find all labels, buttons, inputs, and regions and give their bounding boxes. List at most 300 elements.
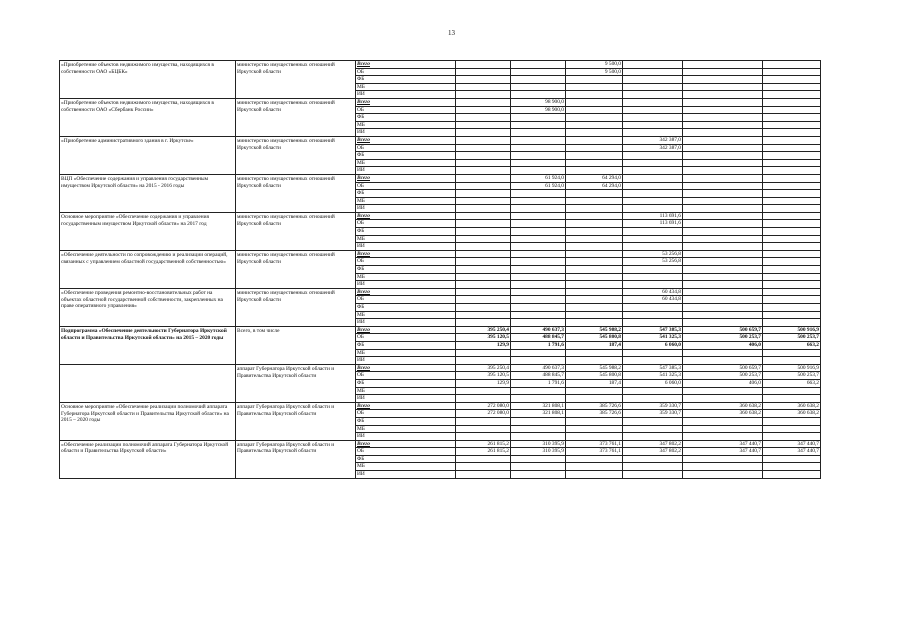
funding-source: ИИ xyxy=(356,205,456,213)
amount-cell xyxy=(683,106,763,114)
amount-cell xyxy=(456,106,511,114)
funding-source: ИИ xyxy=(356,319,456,327)
amount-cell xyxy=(511,266,566,274)
amount-cell xyxy=(566,228,623,236)
amount-cell: 547 385,3 xyxy=(623,326,683,334)
amount-cell xyxy=(511,83,566,91)
amount-cell xyxy=(511,220,566,228)
funding-source: ФБ xyxy=(356,152,456,160)
amount-cell xyxy=(683,228,763,236)
program-description: Подпрограмма «Обеспечение деятельности Губернатора Иркутской области и Правительства Иркутской области» на 2015 – 2020 годы xyxy=(60,326,236,364)
amount-cell xyxy=(566,395,623,403)
amount-cell xyxy=(456,266,511,274)
funding-source: МБ xyxy=(356,83,456,91)
amount-cell xyxy=(566,304,623,312)
amount-cell xyxy=(566,288,623,296)
amount-cell xyxy=(763,425,821,433)
amount-cell: 261 815,2 xyxy=(456,448,511,456)
funding-source: Всего xyxy=(356,174,456,182)
funding-source: ОБ xyxy=(356,220,456,228)
funding-source: ОБ xyxy=(356,182,456,190)
amount-cell: 321 808,1 xyxy=(511,410,566,418)
amount-cell xyxy=(623,167,683,175)
funding-source: ИИ xyxy=(356,129,456,137)
amount-cell: 395 250,4 xyxy=(456,364,511,372)
funding-source: ФБ xyxy=(356,76,456,84)
amount-cell xyxy=(763,243,821,251)
amount-cell: 113 691,6 xyxy=(623,212,683,220)
responsible-executor: министерство имущественных отношений Иркутской области xyxy=(236,250,356,288)
amount-cell xyxy=(566,349,623,357)
amount-cell: 406,0 xyxy=(683,341,763,349)
amount-cell xyxy=(456,182,511,190)
funding-source: ФБ xyxy=(356,304,456,312)
amount-cell xyxy=(623,304,683,312)
table-row xyxy=(60,250,821,258)
responsible-executor: министерство имущественных отношений Иркутской области xyxy=(236,174,356,212)
funding-source: ОБ xyxy=(356,448,456,456)
amount-cell xyxy=(763,417,821,425)
amount-cell xyxy=(683,273,763,281)
amount-cell xyxy=(566,121,623,129)
program-description: Основное мероприятие «Обеспечение содержания и управления государственным имуществом Иркутской области» на 2017 год xyxy=(60,212,236,250)
amount-cell xyxy=(623,395,683,403)
amount-cell xyxy=(566,129,623,137)
amount-cell: 373 761,1 xyxy=(566,440,623,448)
funding-source: МБ xyxy=(356,197,456,205)
funding-source: ОБ xyxy=(356,296,456,304)
amount-cell xyxy=(683,174,763,182)
amount-cell: 385 726,6 xyxy=(566,402,623,410)
amount-cell: 310 395,9 xyxy=(511,440,566,448)
table-row xyxy=(60,402,821,410)
amount-cell xyxy=(566,212,623,220)
amount-cell xyxy=(511,319,566,327)
amount-cell xyxy=(456,152,511,160)
amount-cell: 360 638,2 xyxy=(763,410,821,418)
amount-cell xyxy=(683,144,763,152)
budget-table-body xyxy=(60,61,821,479)
amount-cell xyxy=(623,83,683,91)
amount-cell xyxy=(623,182,683,190)
funding-source: ФБ xyxy=(356,114,456,122)
budget-table xyxy=(59,60,821,479)
amount-cell xyxy=(683,235,763,243)
table-row xyxy=(60,98,821,106)
amount-cell xyxy=(763,455,821,463)
amount-cell xyxy=(456,121,511,129)
table-row xyxy=(60,174,821,182)
amount-cell xyxy=(623,152,683,160)
amount-cell xyxy=(511,152,566,160)
amount-cell xyxy=(566,235,623,243)
amount-cell: 53 256,8 xyxy=(623,250,683,258)
funding-source: Всего xyxy=(356,250,456,258)
amount-cell xyxy=(683,455,763,463)
amount-cell xyxy=(456,258,511,266)
amount-cell: 261 815,2 xyxy=(456,440,511,448)
amount-cell xyxy=(683,76,763,84)
amount-cell xyxy=(566,106,623,114)
amount-cell xyxy=(623,159,683,167)
funding-source: МБ xyxy=(356,311,456,319)
responsible-executor: министерство имущественных отношений Иркутской области xyxy=(236,98,356,136)
amount-cell xyxy=(566,266,623,274)
amount-cell xyxy=(511,243,566,251)
funding-source: ОБ xyxy=(356,372,456,380)
amount-cell xyxy=(683,266,763,274)
amount-cell: 310 395,9 xyxy=(511,448,566,456)
amount-cell xyxy=(763,136,821,144)
amount-cell xyxy=(683,129,763,137)
amount-cell: 488 845,7 xyxy=(511,334,566,342)
amount-cell xyxy=(456,349,511,357)
amount-cell xyxy=(566,417,623,425)
amount-cell xyxy=(511,258,566,266)
amount-cell: 541 325,3 xyxy=(623,334,683,342)
funding-source: ИИ xyxy=(356,357,456,365)
amount-cell xyxy=(456,288,511,296)
amount-cell xyxy=(763,152,821,160)
amount-cell xyxy=(683,433,763,441)
amount-cell xyxy=(623,106,683,114)
amount-cell xyxy=(511,296,566,304)
amount-cell xyxy=(566,273,623,281)
amount-cell xyxy=(456,235,511,243)
amount-cell: 98 900,0 xyxy=(511,98,566,106)
funding-source: ФБ xyxy=(356,341,456,349)
amount-cell xyxy=(511,471,566,479)
amount-cell xyxy=(683,205,763,213)
amount-cell xyxy=(683,83,763,91)
amount-cell xyxy=(566,243,623,251)
amount-cell: 500 916,9 xyxy=(763,326,821,334)
amount-cell xyxy=(763,357,821,365)
amount-cell xyxy=(511,68,566,76)
amount-cell xyxy=(511,61,566,69)
amount-cell xyxy=(456,83,511,91)
responsible-executor: министерство имущественных отношений Иркутской области xyxy=(236,288,356,326)
amount-cell xyxy=(456,296,511,304)
amount-cell xyxy=(763,395,821,403)
amount-cell xyxy=(763,235,821,243)
page-number: 13 xyxy=(448,29,455,37)
amount-cell xyxy=(623,114,683,122)
amount-cell xyxy=(763,228,821,236)
amount-cell xyxy=(511,463,566,471)
amount-cell: 347 802,2 xyxy=(623,440,683,448)
amount-cell xyxy=(456,212,511,220)
amount-cell xyxy=(623,68,683,76)
amount-cell xyxy=(511,250,566,258)
amount-cell xyxy=(623,281,683,289)
funding-source: Всего xyxy=(356,326,456,334)
amount-cell xyxy=(763,174,821,182)
table-row xyxy=(60,61,821,69)
funding-source: МБ xyxy=(356,387,456,395)
amount-cell xyxy=(566,114,623,122)
program-description xyxy=(60,364,236,402)
amount-cell xyxy=(763,266,821,274)
amount-cell xyxy=(511,197,566,205)
amount-cell xyxy=(566,83,623,91)
amount-cell xyxy=(763,288,821,296)
funding-source: МБ xyxy=(356,463,456,471)
table-row xyxy=(60,212,821,220)
amount-cell: 500 659,7 xyxy=(683,364,763,372)
amount-cell xyxy=(683,98,763,106)
amount-cell xyxy=(683,395,763,403)
amount-cell: 373 761,1 xyxy=(566,448,623,456)
amount-cell xyxy=(456,387,511,395)
amount-cell: 500 916,9 xyxy=(763,364,821,372)
amount-cell: 360 638,2 xyxy=(683,402,763,410)
amount-cell: 321 808,1 xyxy=(511,402,566,410)
amount-cell xyxy=(623,129,683,137)
amount-cell: 385 726,6 xyxy=(566,410,623,418)
amount-cell xyxy=(763,68,821,76)
responsible-executor: министерство имущественных отношений Иркутской области xyxy=(236,212,356,250)
amount-cell xyxy=(683,243,763,251)
amount-cell xyxy=(511,129,566,137)
amount-cell: 61 924,0 xyxy=(511,174,566,182)
amount-cell: 663,2 xyxy=(763,341,821,349)
amount-cell xyxy=(511,91,566,99)
funding-source: ИИ xyxy=(356,395,456,403)
funding-source: ОБ xyxy=(356,258,456,266)
amount-cell xyxy=(623,91,683,99)
amount-cell xyxy=(566,220,623,228)
amount-cell xyxy=(566,258,623,266)
amount-cell xyxy=(683,357,763,365)
amount-cell xyxy=(683,182,763,190)
amount-cell: 113 691,6 xyxy=(623,220,683,228)
amount-cell xyxy=(623,174,683,182)
amount-cell xyxy=(511,304,566,312)
amount-cell xyxy=(683,349,763,357)
amount-cell xyxy=(763,319,821,327)
amount-cell xyxy=(683,121,763,129)
amount-cell xyxy=(763,91,821,99)
amount-cell xyxy=(566,190,623,198)
amount-cell xyxy=(456,136,511,144)
amount-cell: 1 791,6 xyxy=(511,341,566,349)
amount-cell xyxy=(763,311,821,319)
amount-cell xyxy=(763,98,821,106)
amount-cell: 61 924,0 xyxy=(511,182,566,190)
amount-cell: 342 387,0 xyxy=(623,136,683,144)
amount-cell xyxy=(456,250,511,258)
amount-cell: 9 500,0 xyxy=(566,61,623,69)
amount-cell xyxy=(456,129,511,137)
amount-cell xyxy=(683,463,763,471)
funding-source: ИИ xyxy=(356,281,456,289)
amount-cell xyxy=(623,273,683,281)
responsible-executor: аппарат Губернатора Иркутской области и Правительства Иркутской области xyxy=(236,364,356,402)
amount-cell xyxy=(763,250,821,258)
amount-cell xyxy=(511,455,566,463)
amount-cell xyxy=(763,182,821,190)
funding-source: Всего xyxy=(356,288,456,296)
funding-source: ОБ xyxy=(356,334,456,342)
amount-cell xyxy=(623,455,683,463)
amount-cell: 60 434,8 xyxy=(623,296,683,304)
funding-source: Всего xyxy=(356,402,456,410)
funding-source: ОБ xyxy=(356,410,456,418)
program-description: «Обеспечение деятельности по сопровождению и реализации операций, связанных с управлением областной государственной собственностью» xyxy=(60,250,236,288)
amount-cell xyxy=(683,167,763,175)
amount-cell xyxy=(456,417,511,425)
amount-cell xyxy=(683,387,763,395)
amount-cell xyxy=(456,61,511,69)
amount-cell: 500 253,7 xyxy=(763,372,821,380)
amount-cell xyxy=(683,319,763,327)
amount-cell: 488 845,7 xyxy=(511,372,566,380)
amount-cell: 347 440,7 xyxy=(683,440,763,448)
amount-cell xyxy=(623,98,683,106)
amount-cell xyxy=(763,190,821,198)
amount-cell xyxy=(511,395,566,403)
amount-cell xyxy=(511,114,566,122)
amount-cell xyxy=(763,114,821,122)
amount-cell xyxy=(511,212,566,220)
amount-cell: 500 253,7 xyxy=(683,334,763,342)
amount-cell xyxy=(763,205,821,213)
amount-cell: 360 638,2 xyxy=(763,402,821,410)
responsible-executor: Всего, в том числе xyxy=(236,326,356,364)
amount-cell: 541 325,3 xyxy=(623,372,683,380)
amount-cell xyxy=(566,455,623,463)
amount-cell xyxy=(511,136,566,144)
amount-cell xyxy=(566,433,623,441)
amount-cell xyxy=(763,349,821,357)
amount-cell xyxy=(623,61,683,69)
amount-cell xyxy=(623,433,683,441)
amount-cell xyxy=(683,471,763,479)
amount-cell xyxy=(683,197,763,205)
amount-cell xyxy=(456,144,511,152)
amount-cell xyxy=(623,425,683,433)
amount-cell: 500 659,7 xyxy=(683,326,763,334)
funding-source: ИИ xyxy=(356,471,456,479)
program-description: «Приобретение административного здания в г. Иркутске» xyxy=(60,136,236,174)
amount-cell xyxy=(511,281,566,289)
amount-cell xyxy=(511,159,566,167)
amount-cell xyxy=(683,114,763,122)
amount-cell xyxy=(511,357,566,365)
funding-source: ФБ xyxy=(356,455,456,463)
amount-cell xyxy=(683,61,763,69)
amount-cell: 187,4 xyxy=(566,379,623,387)
table-row xyxy=(60,288,821,296)
amount-cell xyxy=(763,159,821,167)
responsible-executor: аппарат Губернатора Иркутской области и Правительства Иркутской области xyxy=(236,440,356,478)
amount-cell xyxy=(511,425,566,433)
responsible-executor: министерство имущественных отношений Иркутской области xyxy=(236,136,356,174)
amount-cell xyxy=(456,91,511,99)
amount-cell xyxy=(683,220,763,228)
amount-cell: 272 080,0 xyxy=(456,402,511,410)
amount-cell: 500 253,7 xyxy=(763,334,821,342)
amount-cell xyxy=(566,76,623,84)
amount-cell xyxy=(511,121,566,129)
amount-cell xyxy=(511,167,566,175)
amount-cell: 545 988,2 xyxy=(566,326,623,334)
funding-source: МБ xyxy=(356,349,456,357)
amount-cell xyxy=(566,296,623,304)
funding-source: МБ xyxy=(356,121,456,129)
amount-cell xyxy=(456,68,511,76)
amount-cell xyxy=(623,197,683,205)
amount-cell xyxy=(566,205,623,213)
amount-cell: 6 060,0 xyxy=(623,341,683,349)
amount-cell xyxy=(763,463,821,471)
amount-cell xyxy=(566,167,623,175)
amount-cell xyxy=(456,114,511,122)
amount-cell xyxy=(623,311,683,319)
amount-cell xyxy=(511,228,566,236)
amount-cell: 360 638,2 xyxy=(683,410,763,418)
amount-cell xyxy=(763,83,821,91)
amount-cell xyxy=(763,296,821,304)
funding-source: Всего xyxy=(356,98,456,106)
amount-cell xyxy=(623,357,683,365)
amount-cell xyxy=(763,167,821,175)
amount-cell xyxy=(456,311,511,319)
amount-cell xyxy=(511,76,566,84)
amount-cell: 129,9 xyxy=(456,379,511,387)
amount-cell xyxy=(763,273,821,281)
amount-cell xyxy=(456,471,511,479)
amount-cell xyxy=(683,250,763,258)
amount-cell xyxy=(511,433,566,441)
amount-cell xyxy=(566,159,623,167)
amount-cell xyxy=(623,463,683,471)
table-row xyxy=(60,326,821,334)
funding-source: ФБ xyxy=(356,190,456,198)
amount-cell xyxy=(566,357,623,365)
amount-cell xyxy=(511,349,566,357)
amount-cell xyxy=(456,197,511,205)
amount-cell xyxy=(763,258,821,266)
amount-cell xyxy=(511,311,566,319)
funding-source: ИИ xyxy=(356,243,456,251)
amount-cell xyxy=(456,463,511,471)
amount-cell xyxy=(683,190,763,198)
amount-cell: 64 294,0 xyxy=(566,182,623,190)
funding-source: ФБ xyxy=(356,379,456,387)
amount-cell xyxy=(456,98,511,106)
amount-cell xyxy=(511,144,566,152)
program-description: ВЦП «Обеспечение содержания и управления государственным имуществом Иркутской области» на 2015 - 2016 годы xyxy=(60,174,236,212)
amount-cell: 347 440,7 xyxy=(763,440,821,448)
amount-cell xyxy=(456,395,511,403)
amount-cell xyxy=(683,258,763,266)
amount-cell xyxy=(456,273,511,281)
amount-cell xyxy=(763,387,821,395)
amount-cell: 272 080,0 xyxy=(456,410,511,418)
amount-cell xyxy=(683,212,763,220)
amount-cell xyxy=(763,76,821,84)
amount-cell: 490 637,3 xyxy=(511,364,566,372)
funding-source: ОБ xyxy=(356,68,456,76)
program-description: «Приобретение объектов недвижимого имущества, находящихся в собственности ОАО «Сбербанк России» xyxy=(60,98,236,136)
amount-cell xyxy=(623,471,683,479)
amount-cell xyxy=(623,387,683,395)
amount-cell xyxy=(511,273,566,281)
funding-source: ИИ xyxy=(356,167,456,175)
amount-cell: 545 800,8 xyxy=(566,372,623,380)
